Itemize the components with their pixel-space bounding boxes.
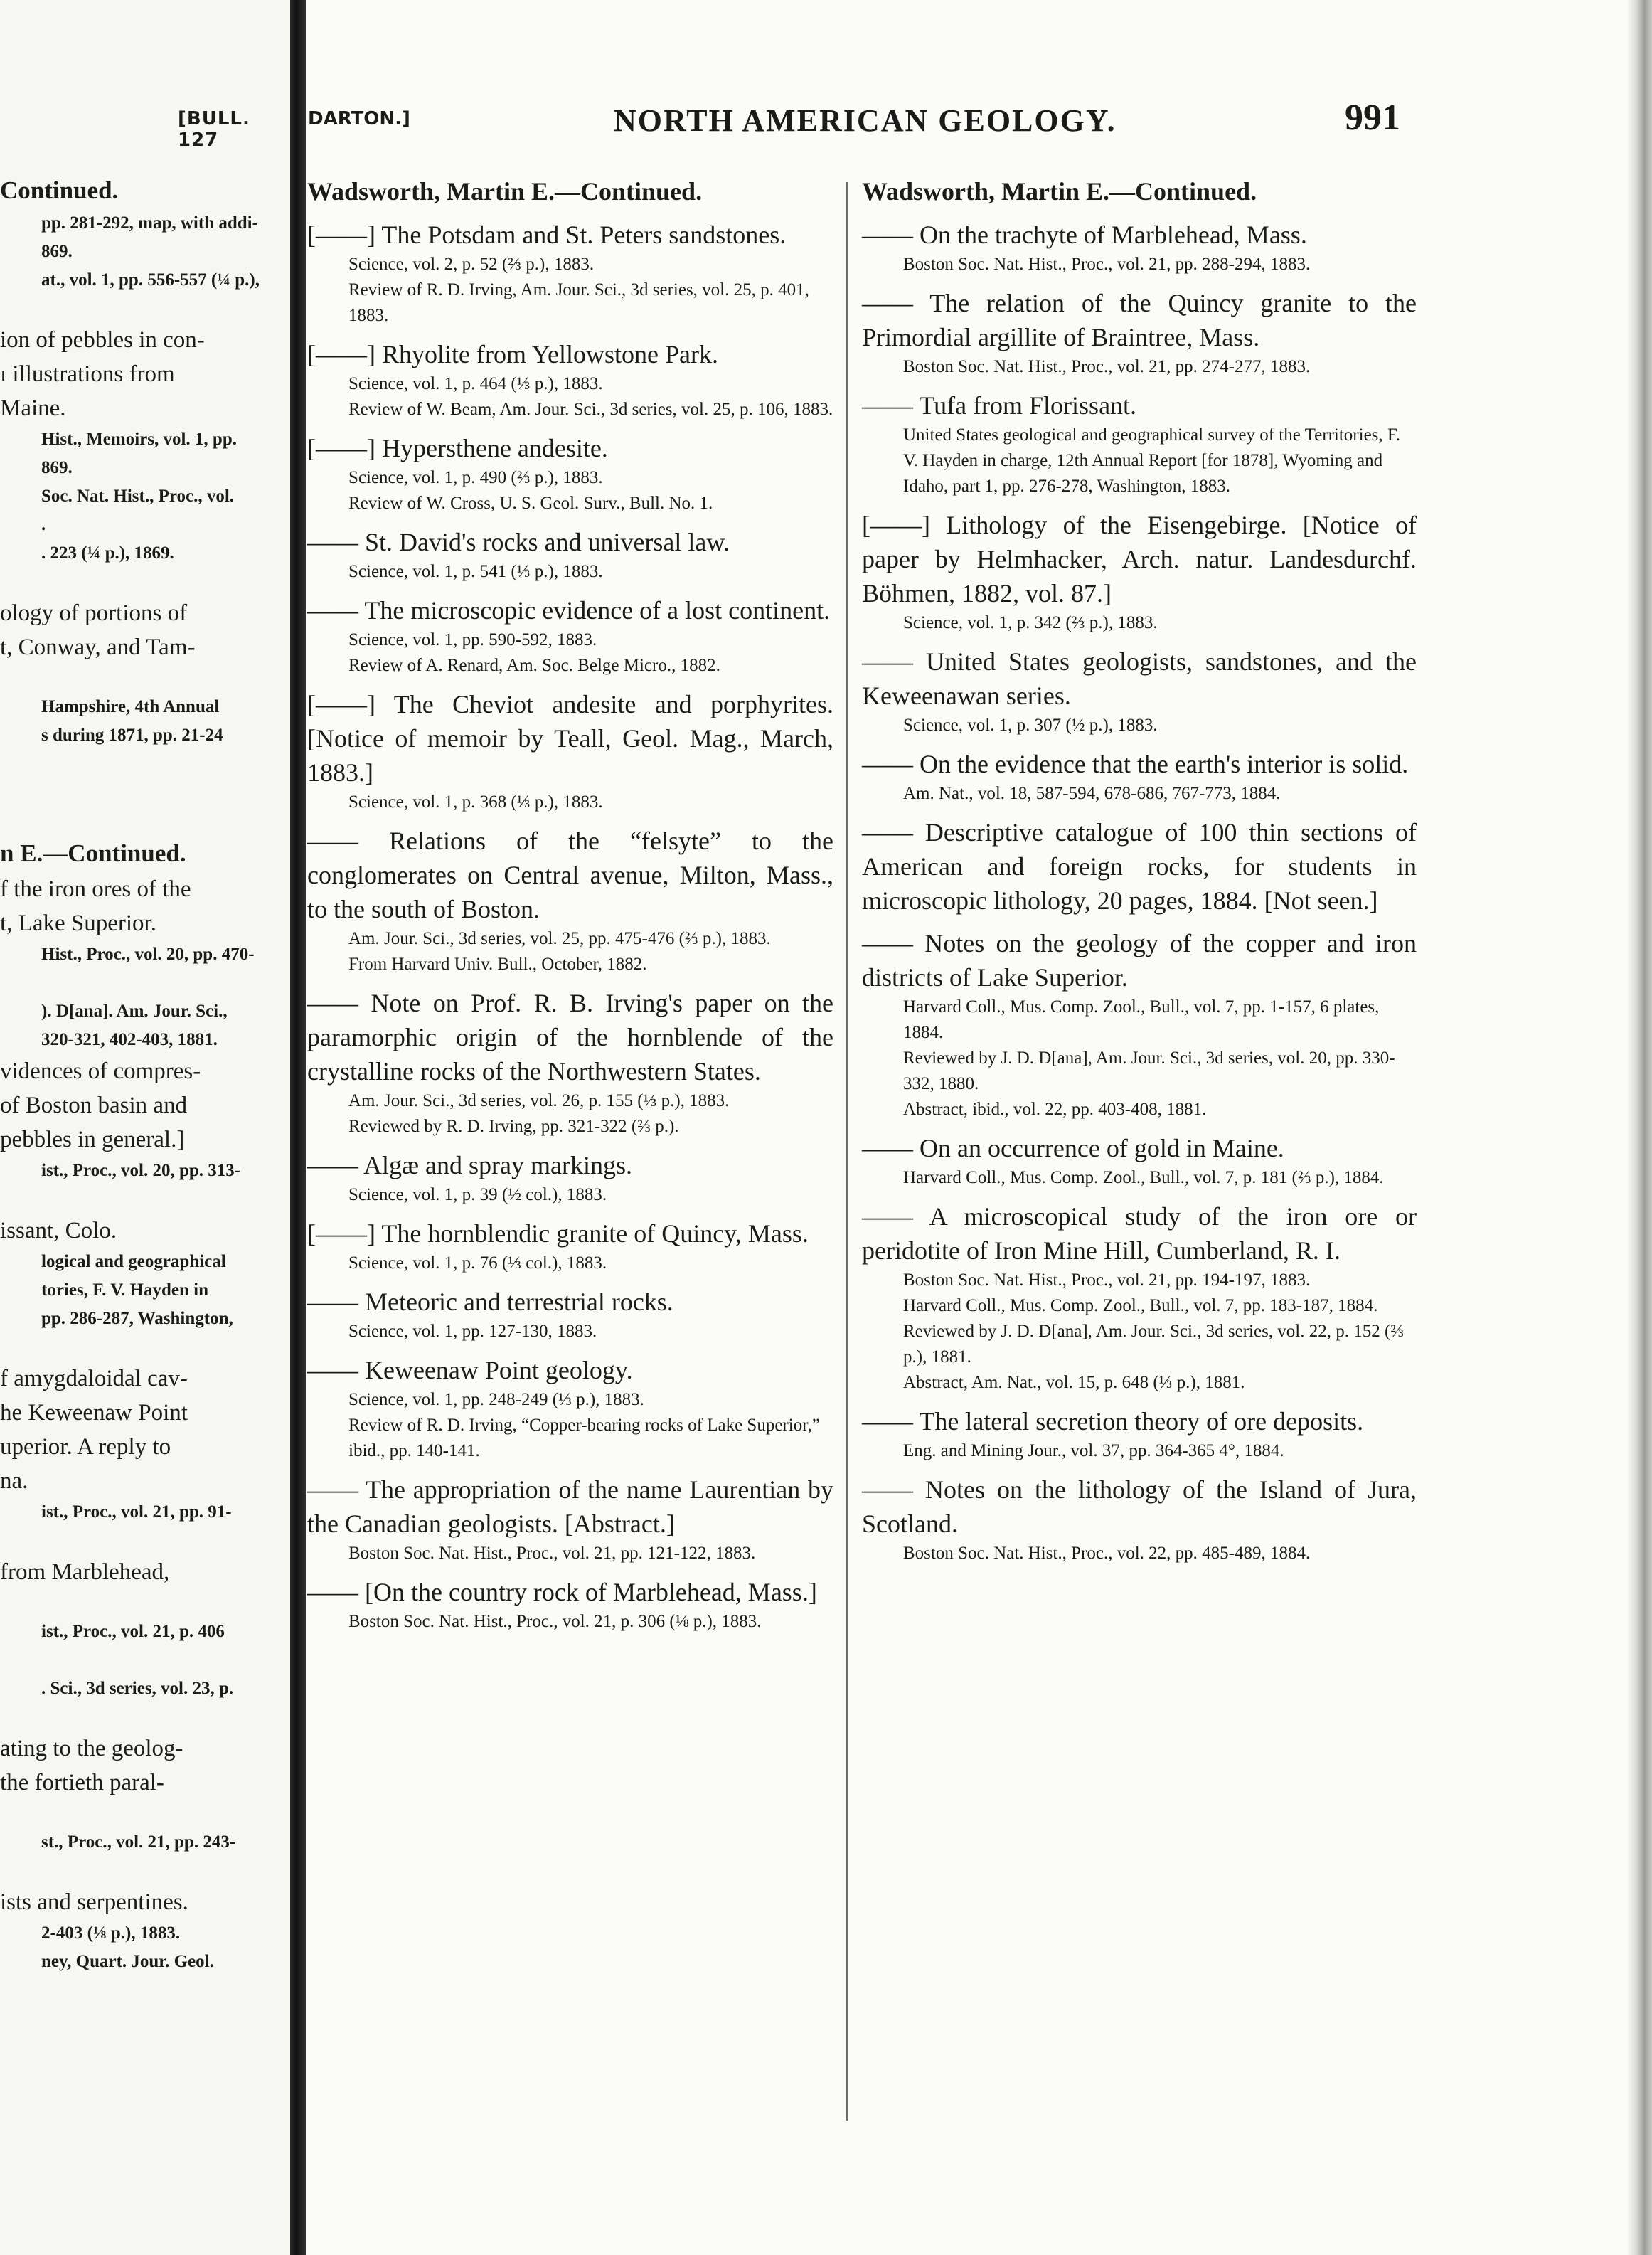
entry-citation: Science, vol. 1, p. 76 (⅓ col.), 1883. xyxy=(348,1253,607,1273)
author-dash: [——] xyxy=(307,434,375,462)
entry-citation: Review of R. D. Irving, Am. Jour. Sci., 3d series, vol. 25, p. 401, 1883. xyxy=(348,280,809,325)
left-page-line: n E.—Continued. xyxy=(0,839,186,867)
book-gutter xyxy=(290,0,306,2255)
entry-title: The relation of the Quincy granite to the Primordial argillite of Braintree, Mass. xyxy=(862,289,1417,351)
author-dash: —— xyxy=(307,1578,358,1606)
left-page-line: 869. xyxy=(41,242,73,261)
entry-citation: Boston Soc. Nat. Hist., Proc., vol. 21, pp. 274-277, 1883. xyxy=(903,357,1311,376)
entry-title-line xyxy=(307,431,833,465)
author-dash: —— xyxy=(862,1134,913,1162)
bibliography-entry xyxy=(307,824,833,977)
bibliography-entry xyxy=(862,1473,1417,1566)
bibliography-entry xyxy=(307,593,833,679)
left-page-line xyxy=(0,1333,292,1362)
entry-citation: Harvard Coll., Mus. Comp. Zool., Bull., vol. 7, pp. 183-187, 1884. xyxy=(903,1296,1378,1315)
left-page-line: s during 1871, pp. 21-24 xyxy=(41,726,223,745)
author-dash: [——] xyxy=(307,340,375,368)
left-page-line: . Sci., 3d series, vol. 23, p. xyxy=(41,1679,234,1698)
entry-title-line xyxy=(307,986,833,1088)
entry-title-line xyxy=(307,525,833,559)
entry-citation: Eng. and Mining Jour., vol. 37, pp. 364-365 4°, 1884. xyxy=(903,1441,1284,1460)
left-page-line: pp. 286-287, Washington, xyxy=(41,1309,233,1328)
left-page-line: . xyxy=(41,515,46,534)
page-title: NORTH AMERICAN GEOLOGY. xyxy=(614,103,1117,138)
entry-title-line xyxy=(862,1404,1417,1438)
left-page-line: t, Conway, and Tam- xyxy=(0,635,196,660)
entry-citation: Boston Soc. Nat. Hist., Proc., vol. 21, pp. 288-294, 1883. xyxy=(903,255,1311,274)
bibliography-entry xyxy=(862,1404,1417,1464)
entry-citation: Science, vol. 1, p. 39 (½ col.), 1883. xyxy=(348,1185,607,1204)
entry-title-line xyxy=(862,926,1417,994)
bibliography-entry xyxy=(862,926,1417,1123)
entry-citation: Reviewed by R. D. Irving, pp. 321-322 (⅔ p.). xyxy=(348,1117,679,1136)
left-page-header: [BULL. 127 xyxy=(178,108,250,151)
entry-citation: United States geological and geographical survey of the Territories, F. V. Hayden in charge, 12th Annual Report [for 1878], Wyoming and Idaho, part 1, pp. 276-278, Washington, 1883. xyxy=(903,425,1401,496)
entry-citation: Review of R. D. Irving, “Copper-bearing rocks of Lake Superior,” ibid., pp. 140-141. xyxy=(348,1416,820,1460)
entry-title: The hornblendic granite of Quincy, Mass. xyxy=(381,1219,809,1248)
entry-citation: Boston Soc. Nat. Hist., Proc., vol. 22, pp. 485-489, 1884. xyxy=(903,1544,1311,1563)
entry-title: Hypersthene andesite. xyxy=(381,434,608,462)
entry-title-line xyxy=(307,1353,833,1387)
entry-citation: Review of A. Renard, Am. Soc. Belge Micro., 1882. xyxy=(348,656,720,675)
left-page-line: pp. 281-292, map, with addi- xyxy=(41,213,258,233)
left-page-line xyxy=(0,1185,292,1214)
entry-title: The appropriation of the name Laurentian by the Canadian geologists. [Abstract.] xyxy=(307,1475,833,1538)
author-dash: —— xyxy=(307,1356,358,1384)
entry-title-line xyxy=(862,218,1417,252)
bibliography-entry xyxy=(307,218,833,329)
left-page-line xyxy=(0,778,292,807)
left-page-line: he Keweenaw Point xyxy=(0,1400,188,1426)
entry-title: Note on Prof. R. B. Irving's paper on the paramorphic origin of the hornblende of the crystalline rocks of the Northwestern States. xyxy=(307,989,834,1086)
bibliography-entry xyxy=(862,388,1417,499)
author-dash: —— xyxy=(307,596,358,625)
left-page-line xyxy=(0,664,292,693)
left-page-line xyxy=(0,295,292,323)
left-page-line: Maine. xyxy=(0,396,66,421)
entry-title: Algæ and spray markings. xyxy=(363,1151,632,1179)
left-page-line: uperior. A reply to xyxy=(0,1434,171,1460)
left-page-line xyxy=(0,568,292,596)
entry-title-line xyxy=(307,824,833,926)
entry-title: On the trachyte of Marblehead, Mass. xyxy=(920,221,1307,249)
entry-title: Relations of the “felsyte” to the conglomerates on Central avenue, Milton, Mass., to the south of Boston. xyxy=(307,827,833,923)
left-page-line: f amygdaloidal cav- xyxy=(0,1366,188,1391)
left-page-line: Hist., Memoirs, vol. 1, pp. xyxy=(41,430,237,449)
entry-title-line xyxy=(862,508,1417,610)
entry-citation: Science, vol. 1, pp. 127-130, 1883. xyxy=(348,1322,597,1341)
entry-title-line xyxy=(307,1216,833,1251)
author-dash: [——] xyxy=(862,511,930,539)
column-divider xyxy=(846,182,848,2121)
entry-citation: Harvard Coll., Mus. Comp. Zool., Bull., vol. 7, p. 181 (⅔ p.), 1884. xyxy=(903,1168,1384,1187)
author-heading: Wadsworth, Martin E.—Continued. xyxy=(862,177,1257,206)
entry-title: Tufa from Florissant. xyxy=(919,391,1137,420)
entry-citation: Science, vol. 1, p. 307 (½ p.), 1883. xyxy=(903,716,1158,735)
left-page-line: . 223 (¼ p.), 1869. xyxy=(41,543,174,563)
author-dash: —— xyxy=(307,1151,358,1179)
left-page-line: ating to the geolog- xyxy=(0,1736,183,1761)
bibliography-entry xyxy=(862,747,1417,807)
entry-title: The microscopic evidence of a lost continent. xyxy=(364,596,831,625)
entry-title: Notes on the lithology of the Island of Jura, Scotland. xyxy=(862,1475,1417,1538)
left-page-line: ist., Proc., vol. 20, pp. 313- xyxy=(41,1161,241,1180)
bibliography-entry xyxy=(307,337,833,423)
author-dash: —— xyxy=(307,1288,358,1316)
left-page-line xyxy=(0,1527,292,1555)
entry-title-line xyxy=(862,1473,1417,1541)
left-page-line xyxy=(0,1589,292,1618)
entry-title-line xyxy=(307,1148,833,1182)
bibliography-entry xyxy=(862,815,1417,918)
entry-title: Lithology of the Eisengebirge. [Notice of paper by Helmhacker, Arch. natur. Landesdurchf. Böhmen, 1882, vol. 87.] xyxy=(862,511,1417,607)
entry-citation: Science, vol. 1, p. 541 (⅓ p.), 1883. xyxy=(348,562,603,581)
entry-citation: Am. Jour. Sci., 3d series, vol. 26, p. 155 (⅓ p.), 1883. xyxy=(348,1091,730,1110)
left-page-line: f the iron ores of the xyxy=(0,876,191,902)
left-page-line: Hist., Proc., vol. 20, pp. 470- xyxy=(41,945,255,964)
entry-citation: Science, vol. 1, pp. 248-249 (⅓ p.), 1883. xyxy=(348,1390,644,1409)
entry-citation: Boston Soc. Nat. Hist., Proc., vol. 21, p. 306 (⅛ p.), 1883. xyxy=(348,1612,762,1631)
entry-citation: Science, vol. 1, pp. 590-592, 1883. xyxy=(348,630,597,649)
author-dash: —— xyxy=(307,989,358,1017)
author-heading: Wadsworth, Martin E.—Continued. xyxy=(307,177,703,206)
left-page-line xyxy=(0,1800,292,1828)
entry-title-line xyxy=(307,1285,833,1319)
left-page-line: Hampshire, 4th Annual xyxy=(41,697,220,716)
left-page-line: tories, F. V. Hayden in xyxy=(41,1280,208,1300)
left-page-line: ). D[ana]. Am. Jour. Sci., xyxy=(41,1002,228,1021)
column-left xyxy=(307,174,833,1635)
entry-title: Keweenaw Point geology. xyxy=(365,1356,633,1384)
bibliography-entry xyxy=(307,1216,833,1276)
bibliography-entry xyxy=(307,1285,833,1344)
left-page-line: ist., Proc., vol. 21, p. 406 xyxy=(41,1622,225,1641)
left-page-fragment xyxy=(0,0,293,2255)
entry-citation: Science, vol. 1, p. 464 (⅓ p.), 1883. xyxy=(348,374,603,393)
entry-citation: Abstract, ibid., vol. 22, pp. 403-408, 1881. xyxy=(903,1100,1207,1119)
entry-citation: Science, vol. 1, p. 342 (⅔ p.), 1883. xyxy=(903,613,1158,632)
bibliography-entry xyxy=(307,1473,833,1566)
bibliography-entry xyxy=(307,431,833,516)
author-dash: —— xyxy=(307,1475,358,1504)
left-page-line xyxy=(0,1703,292,1731)
bibliography-entry xyxy=(862,508,1417,636)
entry-title-line xyxy=(862,1199,1417,1268)
entry-title-line xyxy=(307,1575,833,1609)
entry-citation: Am. Jour. Sci., 3d series, vol. 25, pp. 475-476 (⅔ p.), 1883. xyxy=(348,929,771,948)
bibliography-entry xyxy=(862,1131,1417,1191)
bibliography-entry xyxy=(862,1199,1417,1396)
author-dash: —— xyxy=(862,818,913,847)
bibliography-entry xyxy=(307,687,833,815)
left-page-line: ist., Proc., vol. 21, pp. 91- xyxy=(41,1502,232,1522)
left-page-line: the fortieth paral- xyxy=(0,1770,164,1795)
author-mark: DARTON.] xyxy=(308,108,410,129)
left-page-line: 2-403 (⅛ p.), 1883. xyxy=(41,1924,181,1943)
left-page-line: Continued. xyxy=(0,176,119,204)
left-page-line: logical and geographical xyxy=(41,1252,226,1271)
left-page-line xyxy=(0,969,292,997)
left-page-line: pebbles in general.] xyxy=(0,1127,185,1152)
author-dash: —— xyxy=(862,1407,913,1436)
author-dash: —— xyxy=(862,750,913,778)
left-page-line: at., vol. 1, pp. 556-557 (¼ p.), xyxy=(41,270,260,290)
author-dash: —— xyxy=(307,827,358,855)
left-page-line: t, Lake Superior. xyxy=(0,911,156,936)
entry-title-line xyxy=(862,286,1417,354)
left-page-line xyxy=(0,1857,292,1885)
running-header xyxy=(308,97,1417,151)
left-page-line: Soc. Nat. Hist., Proc., vol. xyxy=(41,487,235,506)
bibliography-entry xyxy=(307,1575,833,1635)
left-page-line xyxy=(0,807,292,835)
entry-citation: Boston Soc. Nat. Hist., Proc., vol. 21, pp. 194-197, 1883. xyxy=(903,1270,1311,1290)
entry-title: The lateral secretion theory of ore deposits. xyxy=(919,1407,1364,1436)
left-page-line: st., Proc., vol. 21, pp. 243- xyxy=(41,1832,236,1852)
author-dash: —— xyxy=(862,289,913,317)
entry-citation: Abstract, Am. Nat., vol. 15, p. 648 (⅓ p.), 1881. xyxy=(903,1373,1245,1392)
author-dash: —— xyxy=(862,647,913,676)
left-page-line: 320-321, 402-403, 1881. xyxy=(41,1030,218,1049)
bibliography-entry xyxy=(307,986,833,1140)
author-dash: —— xyxy=(862,221,913,249)
entry-citation: Reviewed by J. D. D[ana], Am. Jour. Sci., 3d series, vol. 22, p. 152 (⅔ p.), 1881. xyxy=(903,1322,1405,1367)
left-page-line xyxy=(0,750,292,778)
left-page-line: 869. xyxy=(41,458,73,477)
entry-title: [On the country rock of Marblehead, Mass.] xyxy=(365,1578,817,1606)
entry-title: United States geologists, sandstones, and the Keweenawan series. xyxy=(862,647,1417,710)
entry-title: The Potsdam and St. Peters sandstones. xyxy=(381,221,787,249)
bibliography-entry xyxy=(862,286,1417,380)
entry-title: Rhyolite from Yellowstone Park. xyxy=(381,340,718,368)
page-number: 991 xyxy=(1345,97,1400,138)
bibliography-entry xyxy=(307,1353,833,1464)
left-page-line: vidences of compres- xyxy=(0,1058,201,1084)
entry-citation: Review of W. Cross, U. S. Geol. Surv., Bull. No. 1. xyxy=(348,494,713,513)
entry-citation: Reviewed by J. D. D[ana], Am. Jour. Sci., 3d series, vol. 20, pp. 330-332, 1880. xyxy=(903,1049,1395,1093)
entry-citation: Am. Nat., vol. 18, 587-594, 678-686, 767-773, 1884. xyxy=(903,784,1281,803)
author-dash: —— xyxy=(862,1202,913,1231)
column-right xyxy=(862,174,1417,1566)
entry-citation: Review of W. Beam, Am. Jour. Sci., 3d series, vol. 25, p. 106, 1883. xyxy=(348,400,833,419)
entry-title: A microscopical study of the iron ore or peridotite of Iron Mine Hill, Cumberland, R. I. xyxy=(862,1202,1417,1265)
entry-citation: Harvard Coll., Mus. Comp. Zool., Bull., vol. 7, pp. 1-157, 6 plates, 1884. xyxy=(903,997,1380,1042)
left-page-line: ists and serpentines. xyxy=(0,1889,188,1915)
entry-title-line xyxy=(862,747,1417,781)
entry-title: Notes on the geology of the copper and iron districts of Lake Superior. xyxy=(862,929,1417,992)
left-page-line: issant, Colo. xyxy=(0,1218,117,1243)
author-dash: —— xyxy=(862,929,913,957)
author-dash: [——] xyxy=(307,690,375,718)
bibliography-entry xyxy=(862,218,1417,277)
left-page-line: na. xyxy=(0,1468,28,1494)
entry-title-line xyxy=(307,687,833,790)
left-page-line: ney, Quart. Jour. Geol. xyxy=(41,1952,214,1971)
entry-title: On an occurrence of gold in Maine. xyxy=(920,1134,1284,1162)
entry-title-line xyxy=(307,1473,833,1541)
entry-title: Descriptive catalogue of 100 thin sections of American and foreign rocks, for students in microscopic lithology, 20 pages, 1884. [Not seen.] xyxy=(862,818,1417,915)
bibliography-entry xyxy=(307,1148,833,1208)
entry-citation: Science, vol. 1, p. 490 (⅔ p.), 1883. xyxy=(348,468,603,487)
left-page-line: ology of portions of xyxy=(0,600,188,626)
left-page-line: of Boston basin and xyxy=(0,1093,188,1118)
bibliography-entry xyxy=(862,644,1417,738)
page-edge-shadow xyxy=(1626,0,1652,2255)
left-page-text xyxy=(0,172,292,1976)
author-dash: [——] xyxy=(307,1219,375,1248)
entry-title-line xyxy=(862,388,1417,423)
left-page-line xyxy=(0,1646,292,1675)
entry-title-line xyxy=(862,644,1417,713)
entry-citation: Boston Soc. Nat. Hist., Proc., vol. 21, pp. 121-122, 1883. xyxy=(348,1544,756,1563)
entry-title: The Cheviot andesite and porphyrites. [Notice of memoir by Teall, Geol. Mag., March, 1883.] xyxy=(307,690,833,787)
entry-citation: From Harvard Univ. Bull., October, 1882. xyxy=(348,955,647,974)
entry-title: On the evidence that the earth's interior is solid. xyxy=(920,750,1409,778)
entry-citation: Science, vol. 2, p. 52 (⅔ p.), 1883. xyxy=(348,255,595,274)
author-dash: —— xyxy=(862,1475,913,1504)
entry-title-line xyxy=(307,337,833,371)
author-dash: [——] xyxy=(307,221,375,249)
author-dash: —— xyxy=(862,391,913,420)
entry-title-line xyxy=(862,1131,1417,1165)
left-page-line: ı illustrations from xyxy=(0,361,175,387)
author-dash: —— xyxy=(307,528,358,556)
entry-title-line xyxy=(307,593,833,627)
entry-title-line xyxy=(862,815,1417,918)
left-page-line: from Marblehead, xyxy=(0,1559,170,1585)
entry-title-line xyxy=(307,218,833,252)
entry-title: Meteoric and terrestrial rocks. xyxy=(365,1288,673,1316)
entry-title: St. David's rocks and universal law. xyxy=(365,528,730,556)
left-page-line: ion of pebbles in con- xyxy=(0,327,205,353)
bibliography-entry xyxy=(307,525,833,585)
entry-citation: Science, vol. 1, p. 368 (⅓ p.), 1883. xyxy=(348,792,603,812)
